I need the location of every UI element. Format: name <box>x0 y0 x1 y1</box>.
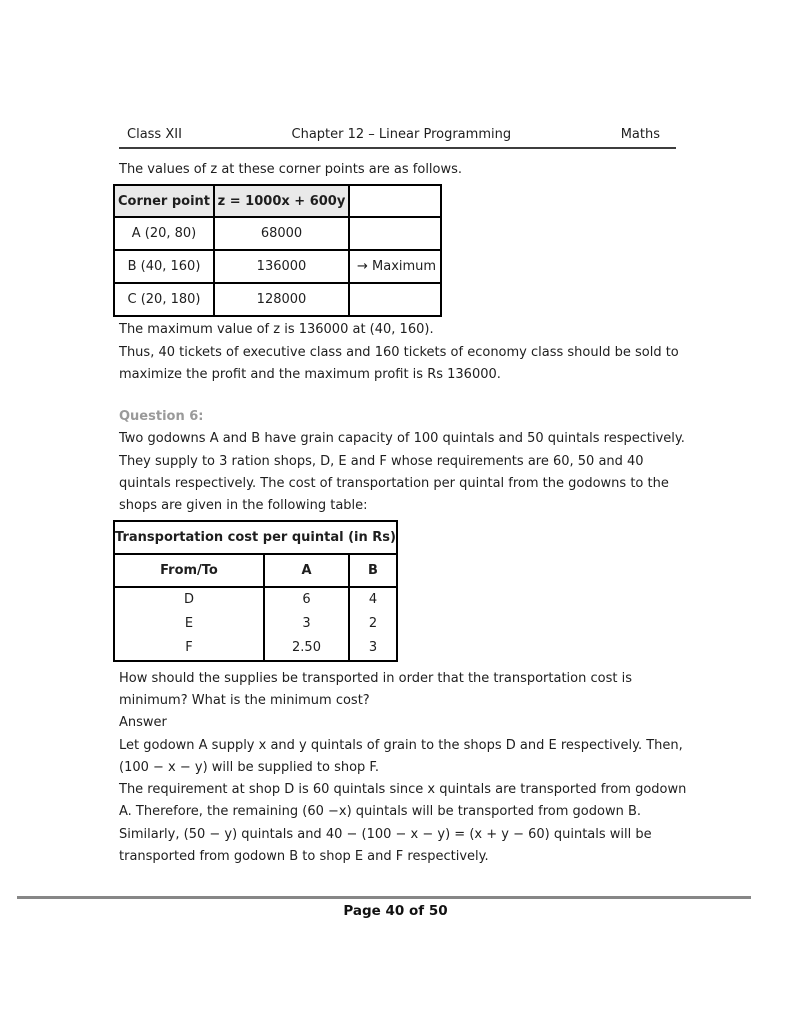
corner-points-table <box>113 184 442 317</box>
transport-table-header-row <box>114 554 397 587</box>
question-text-line: quintals respectively. The cost of transportation per quintal from the godowns to the <box>119 476 669 492</box>
godown-b-cost: 4 <box>368 591 378 607</box>
godown-b-cost-cell <box>349 587 397 661</box>
from-to-header: From/To <box>114 554 264 587</box>
page-number: Page 40 of 50 <box>343 903 448 919</box>
maximum-note-cell: → Maximum <box>349 250 441 283</box>
table-row <box>114 217 441 250</box>
page-header <box>119 127 676 149</box>
conclusion-paragraph <box>119 319 679 386</box>
transport-table-title: Transportation cost per quintal (in Rs) <box>114 521 397 554</box>
note-cell <box>349 217 441 250</box>
shop-name: F <box>185 639 193 655</box>
godown-a-cost: 6 <box>302 591 311 607</box>
header-chapter-title: Chapter 12 – Linear Programming <box>291 127 512 142</box>
conclusion-line: maximize the profit and the maximum profit is Rs 136000. <box>119 366 501 382</box>
answer-line: How should the supplies be transported in order that the transportation cost is <box>119 670 632 686</box>
answer-line: Similarly, (50 − y) quintals and 40 − (100 − x − y) = (x + y − 60) quintals will be <box>119 826 652 842</box>
answer-line: Let godown A supply x and y quintals of grain to the shops D and E respectively. Then, <box>119 737 683 753</box>
z-value-cell: 128000 <box>214 283 349 316</box>
note-header <box>349 185 441 217</box>
corner-point-cell: C (20, 180) <box>114 283 214 316</box>
table-row <box>114 283 441 316</box>
note-cell <box>349 283 441 316</box>
transport-cost-table <box>113 520 398 662</box>
transport-table-data-row <box>114 587 397 661</box>
transport-table-title-row <box>114 521 397 554</box>
z-value-cell: 68000 <box>214 217 349 250</box>
answer-label: Answer <box>119 715 167 731</box>
shop-name: D <box>183 591 194 607</box>
shop-name: E <box>184 615 194 631</box>
z-formula-header: z = 1000x + 600y <box>214 185 349 217</box>
godown-b-cost: 2 <box>368 615 378 631</box>
question-text-line: They supply to 3 ration shops, D, E and F whose requirements are 60, 50 and 40 <box>119 453 644 469</box>
answer-line: (100 − x − y) will be supplied to shop F. <box>119 759 379 775</box>
godown-a-cost: 3 <box>302 615 311 631</box>
table-row <box>114 250 441 283</box>
godown-a-cost: 2.50 <box>292 639 321 655</box>
godown-a-cost-cell <box>264 587 349 661</box>
shop-name-cell <box>114 587 264 661</box>
z-value-cell: 136000 <box>214 250 349 283</box>
corner-point-cell: A (20, 80) <box>114 217 214 250</box>
answer-line: transported from godown B to shop E and F respectively. <box>119 849 489 865</box>
question-text-line: shops are given in the following table: <box>119 498 368 514</box>
corner-point-cell: B (40, 160) <box>114 250 214 283</box>
corner-table-header-row <box>114 185 441 217</box>
question-text-line: Two godowns A and B have grain capacity of 100 quintals and 50 quintals respectively. <box>119 431 685 447</box>
godown-b-header: B <box>349 554 397 587</box>
header-subject-label: Maths <box>620 127 660 142</box>
answer-line: A. Therefore, the remaining (60 −x) quintals will be transported from godown B. <box>119 804 641 820</box>
godown-b-cost: 3 <box>368 639 378 655</box>
question-heading: Question 6: <box>119 409 204 425</box>
question-paragraph <box>119 428 685 517</box>
answer-line: The requirement at shop D is 60 quintals since x quintals are transported from godown <box>119 782 687 798</box>
footer-divider <box>17 896 751 899</box>
conclusion-line: The maximum value of z is 136000 at (40, 160). <box>119 322 434 338</box>
godown-a-header: A <box>264 554 349 587</box>
conclusion-line: Thus, 40 tickets of executive class and 160 tickets of economy class should be sold to <box>119 344 679 360</box>
answer-section <box>119 668 687 869</box>
header-class-label: Class XII <box>127 127 182 142</box>
answer-line: minimum? What is the minimum cost? <box>119 692 370 708</box>
corner-point-header: Corner point <box>114 185 214 217</box>
page-content <box>115 127 687 868</box>
intro-text: The values of z at these corner points are as follows. <box>119 162 463 177</box>
